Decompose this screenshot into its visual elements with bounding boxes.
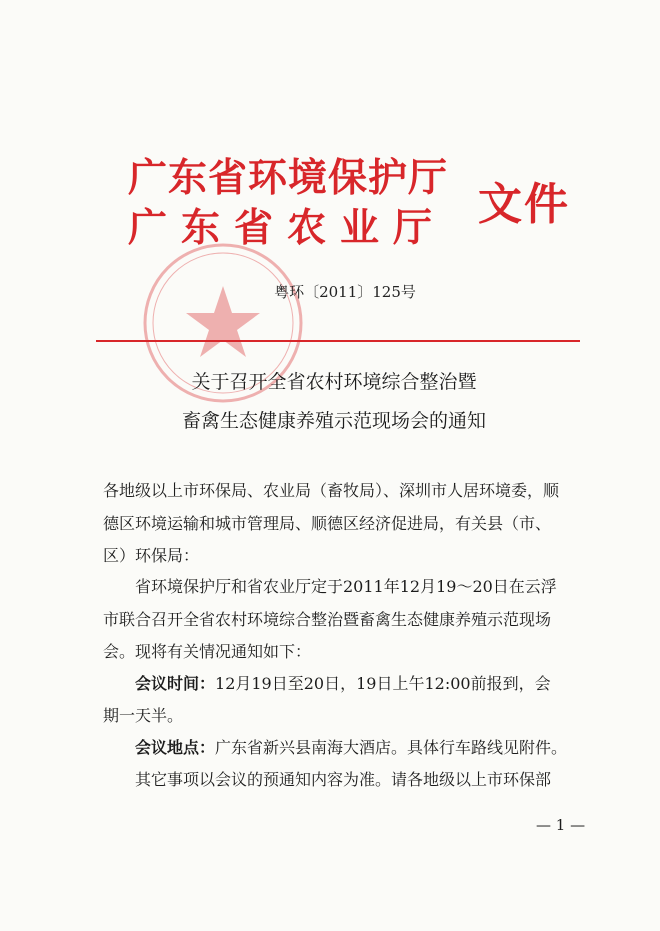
intro-line-2: 市联合召开全省农村环境综合整治暨畜禽生态健康养殖示范现场 (103, 610, 552, 629)
issuer-name-environment: 广东省环境保护厅 (128, 156, 449, 201)
intro-line-1: 省环境保护厅和省农业厅定于2011年12月19～20日在云浮 (135, 577, 557, 596)
notice-title-line-2: 畜禽生态健康养殖示范现场会的通知 (181, 410, 486, 432)
red-divider (96, 340, 580, 342)
meeting-time-text: 12月19日至20日，19日上午12:00前报到，会 (215, 674, 551, 693)
meeting-time-continuation: 期一天半。 (103, 706, 184, 725)
meeting-time-label: 会议时间： (135, 674, 216, 693)
recipients-line-3: 区）环保局： (103, 546, 200, 565)
recipients-line-1: 各地级以上市环保局、农业局（畜牧局）、深圳市人居环境委，顺 (103, 481, 560, 500)
meeting-place-text: 广东省新兴县南海大酒店。具体行车路线见附件。 (215, 738, 568, 757)
notice-title-line-1: 关于召开全省农村环境综合整治暨 (191, 371, 477, 393)
document-number: 粤环〔2011〕125号 (274, 283, 416, 301)
meeting-time-line (135, 673, 551, 695)
intro-line-3: 会。现将有关情况通知如下： (103, 642, 312, 661)
meeting-place-line (135, 737, 567, 759)
other-matters-line: 其它事项以会议的预通知内容为准。请各地级以上市环保部 (135, 770, 552, 789)
recipients-line-2: 德区环境运输和城市管理局、顺德区经济促进局，有关县（市、 (103, 514, 552, 533)
issuer-name-agriculture: 广东省农业厅 (128, 206, 447, 251)
meeting-place-label: 会议地点： (135, 738, 216, 757)
page-number: — 1 — (536, 816, 586, 834)
document-type-label: 文件 (478, 179, 570, 230)
